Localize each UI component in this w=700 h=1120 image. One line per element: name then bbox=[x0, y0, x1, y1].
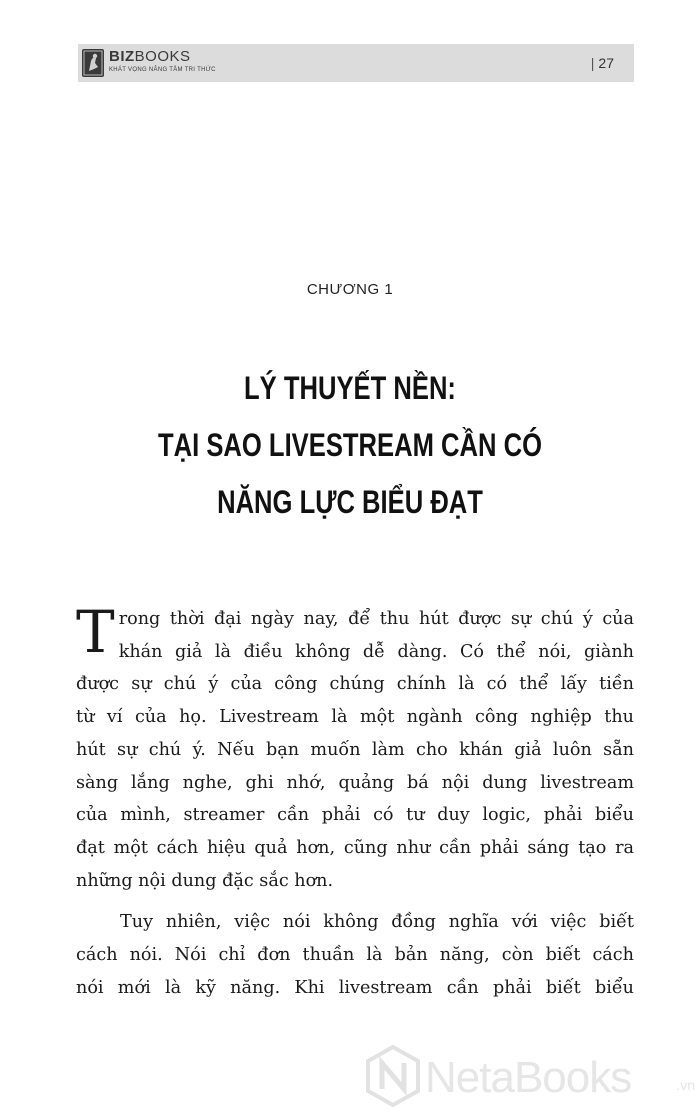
text-line: cách nói. Nói chỉ đơn thuần là bản năng, còn biết cách bbox=[76, 945, 634, 966]
text-line: từ ví của họ. Livestream là một ngành công nghiệp thu bbox=[76, 707, 634, 728]
brand-bold: BIZ bbox=[109, 48, 135, 65]
text-line: Tuy nhiên, việc nói không đồng nghĩa với việc biết bbox=[120, 912, 634, 933]
chapter-title-line: TẠI SAO LIVESTREAM CẦN CÓ bbox=[157, 427, 543, 463]
watermark-suffix: .vn bbox=[676, 1077, 695, 1093]
brand-name bbox=[109, 49, 191, 65]
page-number-value: 27 bbox=[598, 55, 614, 71]
chapter-title-line: LÝ THUYẾT NỀN: bbox=[244, 370, 456, 406]
chapter-title-line: NĂNG LỰC BIỂU ĐẠT bbox=[217, 484, 483, 520]
page-number-separator: | bbox=[590, 55, 595, 71]
bizbooks-logo-icon bbox=[82, 49, 104, 77]
watermark-name: NetaBooks bbox=[425, 1053, 632, 1102]
paragraph-1 bbox=[76, 598, 634, 897]
running-header bbox=[78, 44, 634, 82]
chapter-label: CHƯƠNG 1 bbox=[306, 281, 394, 298]
paragraph-2 bbox=[76, 906, 634, 1004]
body-text bbox=[76, 598, 634, 1004]
brand-tagline: KHÁT VỌNG NÂNG TẦM TRI THỨC bbox=[109, 67, 216, 73]
text-line: rong thời đại ngày nay, để thu hút được sự chú ý của bbox=[118, 609, 634, 629]
brand-regular: BOOKS bbox=[134, 48, 191, 65]
netabooks-watermark bbox=[365, 1045, 695, 1115]
chapter-title bbox=[70, 360, 630, 531]
text-line: đạt một cách hiệu quả hơn, cũng như cần phải sáng tạo ra bbox=[76, 837, 634, 858]
text-line: được sự chú ý của công chúng chính là có thể lấy tiền bbox=[76, 674, 634, 695]
text-line: hút sự chú ý. Nếu bạn muốn làm cho khán giả luôn sẵn bbox=[76, 739, 634, 760]
text-line: nói mới là kỹ năng. Khi livestream cần phải biết biểu bbox=[76, 977, 634, 998]
text-line: khán giả là điều không dễ dàng. Có thể nói, giành bbox=[118, 641, 634, 662]
page-number bbox=[591, 55, 614, 71]
drop-cap: T bbox=[76, 598, 115, 666]
text-line: sàng lắng nghe, ghi nhớ, quảng bá nội dung livestream bbox=[76, 772, 634, 793]
text-line: những nội dung đặc sắc hơn. bbox=[76, 870, 334, 891]
text-line: của mình, streamer cần phải có tư duy logic, phải biểu bbox=[76, 805, 634, 826]
netabooks-logo-icon bbox=[365, 1045, 421, 1107]
